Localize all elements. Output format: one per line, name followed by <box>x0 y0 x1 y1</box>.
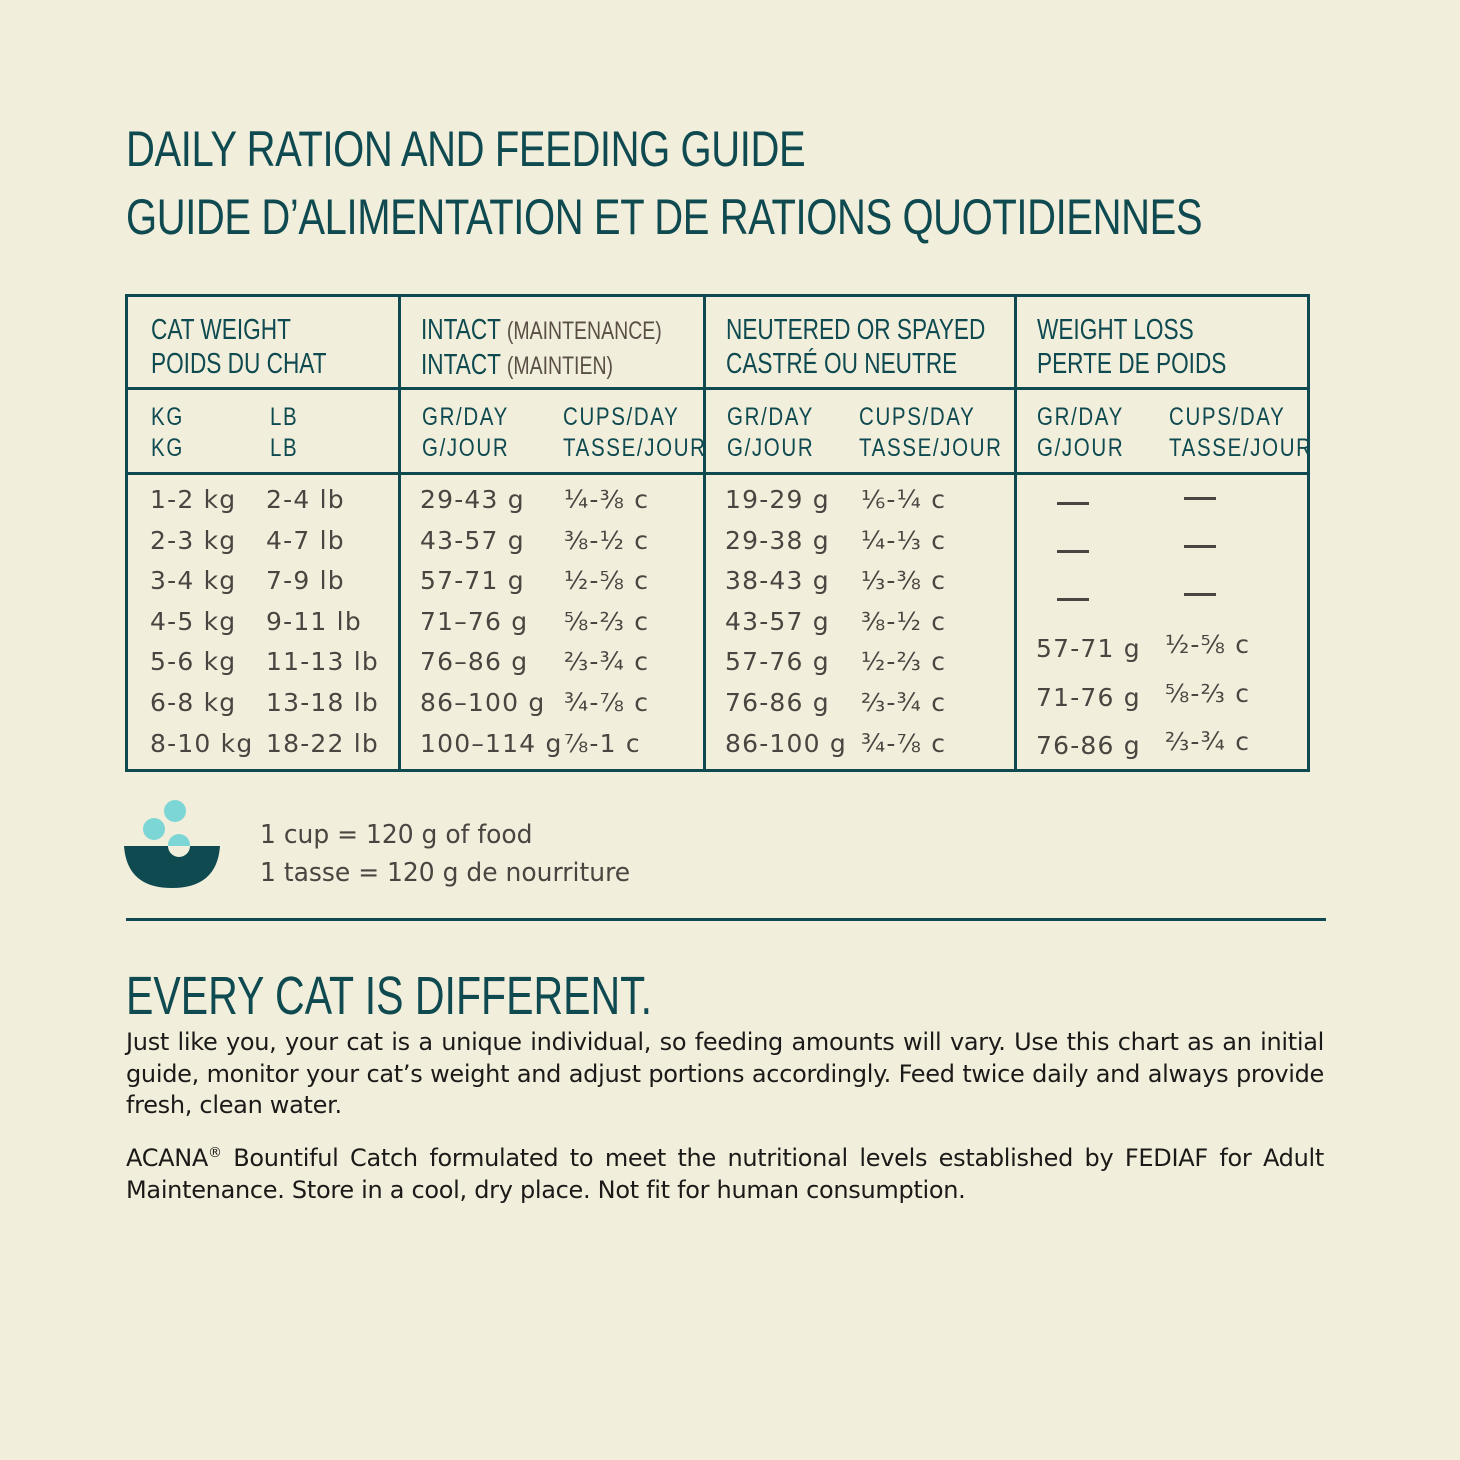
header-cat-weight: CAT WEIGHT POIDS DU CHAT <box>151 314 327 380</box>
empty-dash <box>1057 598 1089 601</box>
column-divider <box>1014 297 1017 769</box>
cell: 38-43 g <box>725 566 830 596</box>
cell: ½-⅝ c <box>564 566 650 596</box>
cell: ¾-⅞ c <box>564 687 650 717</box>
cell: 5-6 kg <box>150 647 237 677</box>
cell: ⅜-½ c <box>564 525 650 555</box>
formulation-paragraph: ACANA® Bountiful Catch formulated to meet the nutritional levels established by FEDIAF for Adult Maintenance. Store in a cool, dry place. Not fit for human consumption. <box>126 1144 1324 1204</box>
cell: 4-7 lb <box>266 525 345 555</box>
cell: 2-4 lb <box>266 485 345 514</box>
cell: 7-9 lb <box>266 566 345 596</box>
cell: 71–76 g <box>420 606 529 636</box>
empty-dash <box>1184 593 1216 596</box>
cell: ⅔-¾ c <box>861 687 947 717</box>
column-weight-lb <box>266 480 379 764</box>
empty-dash <box>1057 502 1089 505</box>
subheader-neutered-cups: CUPS/DAY TASSE/JOUR <box>859 403 1003 462</box>
column-neutered-grams <box>725 480 847 764</box>
subheader-intact-grams: GR/DAY G/JOUR <box>422 403 510 462</box>
subheader-weightloss-grams: GR/DAY G/JOUR <box>1037 403 1125 462</box>
cell: ¼-⅜ c <box>564 485 650 514</box>
header-intact: INTACT (MAINTENANCE) INTACT (MAINTIEN) <box>421 314 662 381</box>
cell: 29-38 g <box>725 525 830 555</box>
feeding-advice-paragraph: Just like you, your cat is a unique individual, so feeding amounts will vary. Use this chart as an initial guide, monitor your cat’s weight and adjust portions accordingly. Feed twice daily and always provide fresh, clean water. <box>126 1028 1324 1119</box>
cell: ¼-⅓ c <box>861 525 947 555</box>
column-weightloss-grams <box>1036 625 1141 771</box>
column-intact-grams <box>420 480 563 764</box>
subheader-intact-cups: CUPS/DAY TASSE/JOUR <box>563 403 707 462</box>
subheader-lb: LB LB <box>270 403 299 462</box>
cell: 43-57 g <box>725 606 830 636</box>
cell: 19-29 g <box>725 485 830 514</box>
row-divider <box>128 472 1307 475</box>
cell: ½-⅝ c <box>1165 630 1251 659</box>
empty-dash <box>1184 545 1216 548</box>
cell: 4-5 kg <box>150 606 237 636</box>
cell: 57-71 g <box>420 566 525 596</box>
column-divider <box>398 297 401 769</box>
cell: ⅜-½ c <box>861 606 947 636</box>
cell: ½-⅔ c <box>861 647 947 677</box>
cell: 3-4 kg <box>150 566 237 596</box>
empty-dash <box>1184 497 1216 500</box>
cup-conversion <box>260 816 630 892</box>
cell: ⅞-1 c <box>564 728 641 758</box>
empty-dash <box>1057 550 1089 553</box>
subheader-neutered-grams: GR/DAY G/JOUR <box>727 403 815 462</box>
cell: 29-43 g <box>420 485 525 514</box>
subheader-weightloss-cups: CUPS/DAY TASSE/JOUR <box>1169 403 1313 462</box>
bowl-icon <box>124 798 220 890</box>
cell: 11-13 lb <box>266 647 380 677</box>
cell: 76-86 g <box>1036 731 1141 760</box>
column-weightloss-cups <box>1165 621 1250 767</box>
column-divider <box>703 297 706 769</box>
page-title-fr: GUIDE D’ALIMENTATION ET DE RATIONS QUOTIDIENNES <box>126 189 1203 245</box>
conversion-en: 1 cup = 120 g of food <box>260 820 533 850</box>
cell: 1-2 kg <box>150 485 237 514</box>
column-neutered-cups <box>861 480 946 764</box>
feeding-table <box>125 294 1313 772</box>
cell: ⅝-⅔ c <box>564 606 650 636</box>
cell: 71-76 g <box>1036 682 1141 712</box>
header-neutered: NEUTERED OR SPAYED CASTRÉ OU NEUTRE <box>726 314 986 380</box>
cell: ⅔-¾ c <box>564 647 650 677</box>
cell: ⅝-⅔ c <box>1165 678 1251 708</box>
conversion-fr: 1 tasse = 120 g de nourriture <box>260 858 631 888</box>
registered-mark: ® <box>208 1145 222 1161</box>
cell: 2-3 kg <box>150 525 237 555</box>
cell: 76-86 g <box>725 687 830 717</box>
cell: ¾-⅞ c <box>861 728 947 758</box>
cell: 76–86 g <box>420 647 529 677</box>
column-intact-cups <box>564 480 649 764</box>
cell: 86–100 g <box>420 687 546 717</box>
cell: 57-76 g <box>725 647 830 677</box>
cell: ⅓-⅜ c <box>861 566 947 596</box>
page-title-en: DAILY RATION AND FEEDING GUIDE <box>126 121 806 177</box>
cell: 100–114 g <box>420 728 563 758</box>
subheader-kg: KG KG <box>151 403 184 462</box>
header-weight-loss: WEIGHT LOSS PERTE DE POIDS <box>1037 314 1227 380</box>
cell: 43-57 g <box>420 525 525 555</box>
section-divider <box>126 918 1326 921</box>
cell: 13-18 lb <box>266 687 380 717</box>
cell: 57-71 g <box>1036 634 1141 663</box>
cell: 9-11 lb <box>266 606 362 636</box>
cell: 18-22 lb <box>266 728 380 758</box>
cell: 8-10 kg <box>150 728 254 758</box>
cell: ⅔-¾ c <box>1165 727 1251 756</box>
brand-name: ACANA <box>126 1144 209 1172</box>
cell: 86-100 g <box>725 728 847 758</box>
column-weight-kg <box>150 480 253 764</box>
cell: 6-8 kg <box>150 687 237 717</box>
section-heading: EVERY CAT IS DIFFERENT. <box>126 966 653 1026</box>
cell: ⅙-¼ c <box>861 485 947 514</box>
row-divider <box>128 387 1307 390</box>
